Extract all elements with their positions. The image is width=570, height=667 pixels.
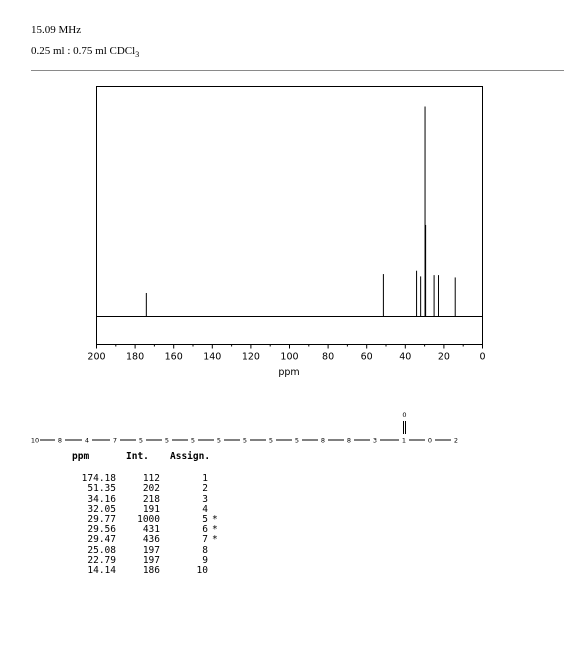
atom-label: 3 [372,436,378,445]
x-tick-label: 140 [203,351,222,363]
cell-assignment: 5 [202,514,208,526]
cell-flag [208,484,232,494]
atom-label: 8 [320,436,326,445]
column-header-int: Int. [126,451,149,462]
atom-label: 5 [164,436,170,445]
cell-assignment: 8 [202,544,208,556]
cell-ppm: 174.18 [81,473,116,485]
cell-ppm: 34.16 [87,493,116,505]
cell-flag [208,474,232,484]
carbonyl-group [402,411,406,434]
atom-label: 5 [242,436,248,445]
cell-ppm: 25.08 [87,544,116,556]
atom-label: 8 [57,436,63,445]
cell-intensity: 202 [142,483,160,495]
cell-intensity: 112 [142,473,160,485]
atom-label: 7 [112,436,118,445]
cell-intensity: 431 [142,524,160,536]
solvent-subscript: 3 [135,50,140,59]
atom-label: 10 [30,436,40,445]
cell-assignment: 6 [202,524,208,536]
solvent-text: 0.25 ml : 0.75 ml CDCl [31,45,136,57]
cell-flag [208,546,232,556]
atom-label: 8 [346,436,352,445]
column-header-assign: Assign. [170,451,211,462]
cell-assignment: 7 [202,534,208,546]
x-tick-label: 180 [126,351,145,363]
cell-intensity: 436 [142,534,160,546]
cell-flag [208,556,232,566]
cell-ppm: 29.77 [87,514,116,526]
x-tick-label: 100 [280,351,299,363]
x-tick-label: 80 [322,351,335,363]
x-tick-label: 160 [164,351,183,363]
atom-label: 1 [401,436,407,445]
atom-label: 5 [216,436,222,445]
cell-assignment: 10 [196,565,208,577]
cell-assignment: 4 [202,503,208,515]
cell-flag: * [212,524,218,536]
cell-ppm: 32.05 [87,503,116,515]
cell-assignment: 3 [202,493,208,505]
cell-intensity: 191 [142,503,160,515]
table-header-row [64,452,232,474]
atom-label: 5 [294,436,300,445]
column-header-ppm: ppm [72,451,90,462]
spectrometer-frequency: 15.09 MHz [31,24,82,36]
x-axis-label: ppm [278,367,300,378]
cell-intensity: 186 [142,565,160,577]
x-tick-label: 60 [360,351,373,363]
cell-ppm: 29.47 [87,534,116,546]
x-tick-label: 0 [479,351,486,363]
x-tick-label: 20 [437,351,450,363]
x-tick-label: 200 [87,351,106,363]
table-body [64,474,232,576]
atom-label: 4 [84,436,90,445]
atom-label: 2 [453,436,459,445]
x-tick-label: 40 [399,351,412,363]
cell-ppm: 22.79 [87,554,116,566]
x-tick-label: 120 [241,351,260,363]
cell-flag [208,566,232,576]
atom-label: 5 [138,436,144,445]
cell-assignment: 1 [202,473,208,485]
cell-intensity: 1000 [137,514,160,526]
cell-ppm: 29.56 [87,524,116,536]
cell-flag [208,495,232,505]
peak-assignment-table [64,452,232,576]
carbonyl-oxygen-label: 0 [402,411,407,419]
cell-intensity: 197 [142,544,160,556]
cell-assignment: 9 [202,554,208,566]
cell-ppm: 51.35 [87,483,116,495]
cell-ppm: 14.14 [87,565,116,577]
molecule-chain [31,437,458,445]
cell-flag: * [212,534,218,546]
atom-label: 5 [190,436,196,445]
cell-intensity: 197 [142,554,160,566]
cell-flag: * [212,514,218,526]
atom-label: 5 [268,436,274,445]
cell-assignment: 2 [202,483,208,495]
table-row [64,566,232,576]
atom-label: 0 [427,436,433,445]
cell-intensity: 218 [142,493,160,505]
